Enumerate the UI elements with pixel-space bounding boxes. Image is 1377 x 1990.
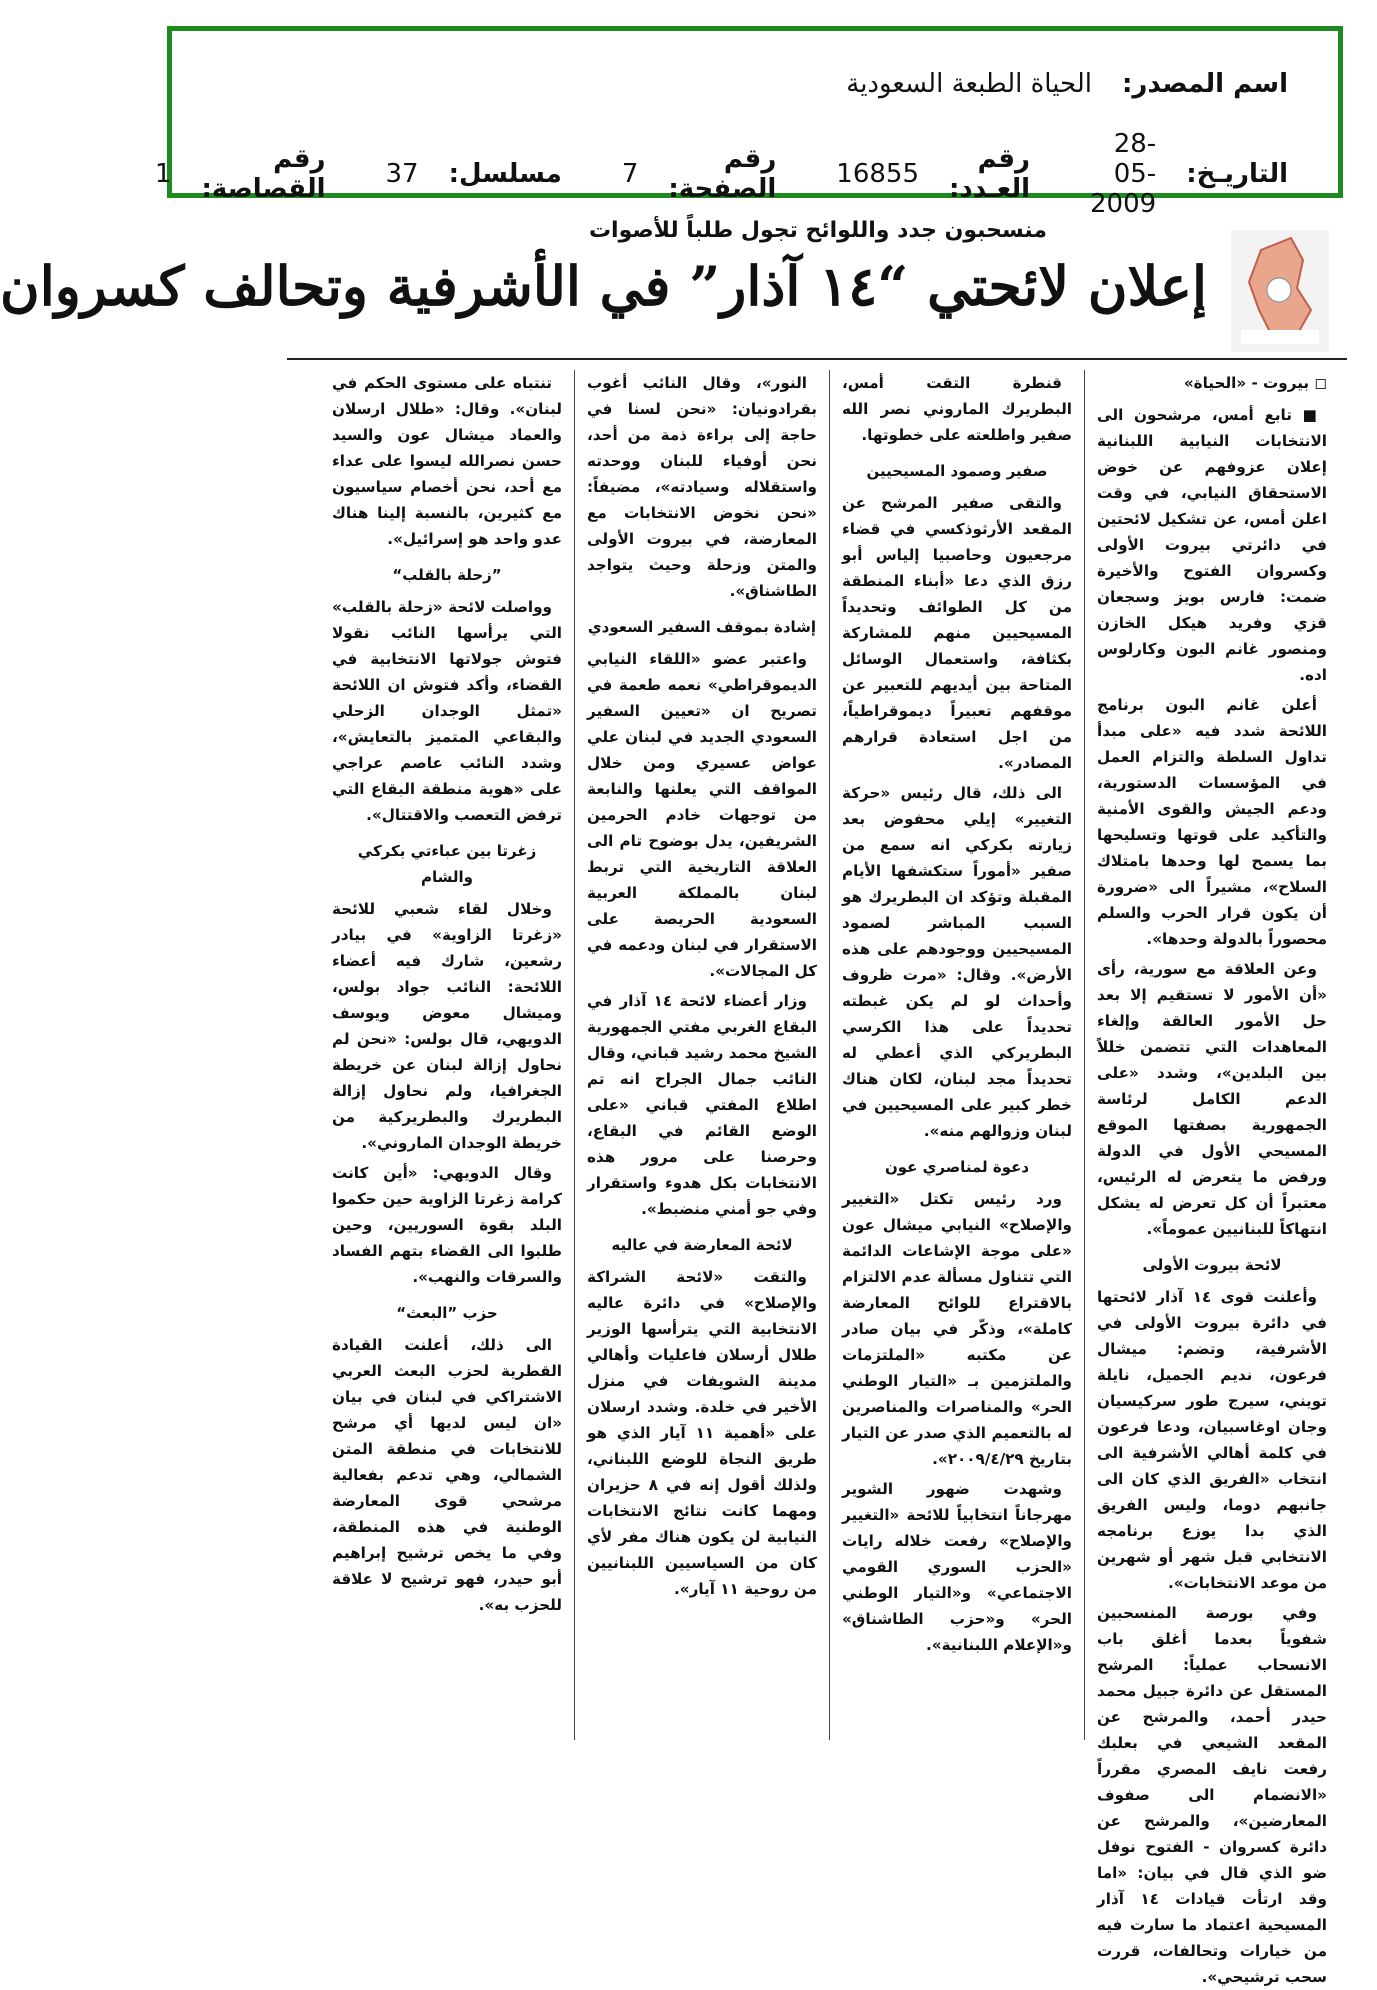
- paragraph: أعلن غانم البون برنامج اللائحة شدد فيه «على مبدأ تداول السلطة والتزام العمل في المؤسسات الدستورية، ودعم الجيش والقوى الأمنية والتأكيد على قوتها وتسليحها بما يسمح لها وحدها بامتلاك السلاح»، مشيراً الى «ضرورة أن يكون قرار الحرب والسلم محصوراً بالدولة وحدها».: [1097, 696, 1327, 948]
- article-headline: إعلان لائحتي “١٤ آذار” في الأشرفية وتحالف كسروان: [0, 254, 1207, 318]
- subheading: صفير وصمود المسيحيين: [866, 462, 1048, 480]
- column-divider: [1084, 370, 1085, 1740]
- paragraph: والتقت «لائحة الشراكة والإصلاح» في دائرة عاليه الانتخابية التي يترأسها الوزير طلال أرسلان فاعليات وأهالي مدينة الشويفات في منزل الأخير في خلدة. وشدد ارسلان على «أهمية ١١ آيار الذي هو طريق النجاة للوضع اللبناني، ولذلك أقول إنه في ٨ حزيران ومهما كانت نتائج الانتخابات النيابية لن يكون هناك مفر لأي كان من السياسيين اللبنانيين من روحية ١١ آيار».: [587, 1268, 817, 1598]
- issue-value: 16855: [836, 159, 920, 189]
- page-label: رقم الصفحة:: [668, 144, 777, 204]
- serial-label: مسلسل:: [448, 159, 562, 189]
- paragraph: النور»، وقال النائب أغوب بقرادونيان: «نحن لسنا في حاجة إلى براءة ذمة من أحد، نحن أوفياء للبنان ووحدته واستقلاله وسيادته»، مضيفاً: «نحن نخوض الانتخابات مع المعارضة، في بيروت الأولى والمتن وزحلة وحيث يتواجد الطاشناق».: [587, 374, 817, 600]
- subheading: دعوة لمناصري عون: [884, 1158, 1030, 1176]
- paragraph: الى ذلك، أعلنت القيادة القطرية لحزب البعث العربي الاشتراكي في لبنان في بيان «ان ليس لديها أي مرشح للانتخابات في منطقة المتن الشمالي، وهي تدعم بفعالية مرشحي قوى المعارضة الوطنية في هذه المنطقة، وفي ما يخص ترشيح إبراهيم أبو حيدر، فهو ترشيح لا علاقة للحزب به».: [332, 1336, 562, 1614]
- subheading: إشادة بموقف السفير السعودي: [587, 618, 817, 636]
- column-2: [842, 370, 1072, 1740]
- issue-label: رقم العـدد:: [949, 144, 1031, 204]
- paragraph: وأعلنت قوى ١٤ آذار لائحتها في دائرة بيروت الأولى في الأشرفية، وتضم: ميشال فرعون، نديم الجميل، نايلة تويني، سيرج طور سركيسيان وجان اوغاسبيان، ودعا فرعون في كلمة أهالي الأشرفية الى انتخاب «الفريق الذي كان الى جانبهم دوما، وليس الفريق الذي بدا يوزع برنامجه الانتخابي قبل شهر أو شهرين من موعد الانتخابات».: [1097, 1288, 1327, 1592]
- paragraph: وفي بورصة المنسحبين شفوياً بعدما أغلق باب الانسحاب عملياً: المرشح المستقل عن دائرة جبيل محمد حيدر أحمد، والمرشح عن المقعد الشيعي في بعلبك رفعت نايف المصري مقرراً «الانضمام الى صفوف المعارضين»، والمرشح عن دائرة كسروان - الفتوح نوفل ضو الذي قال في بيان: «اما وقد ارتأت قيادات ١٤ آذار المسيحية اعتماد ما سارت فيه من خيارات وتحالفات، قررت سحب ترشيحي».: [1097, 1604, 1327, 1986]
- paragraph: وزار أعضاء لائحة ١٤ آذار في البقاع الغربي مفتي الجمهورية الشيخ محمد رشيد قباني، وقال النائب جمال الجراح انه تم اطلاع المفتي قباني «على الوضع القائم في البقاع، وحرصنا على مرور هذه الانتخابات بكل هدوء واستقرار وفي جو أمني منضبط».: [587, 992, 817, 1218]
- paragraph: تنتباه على مستوى الحكم في لبنان». وقال: «طلال ارسلان والعماد ميشال عون والسيد حسن نصرالله ليسوا على عداء مع أحد، نحن أخصام سياسيون مع كثيرين، بالنسبة إلينا هناك عدو واحد هو إسرائيل».: [332, 374, 562, 548]
- date-value: 28-05-2009: [1090, 129, 1157, 219]
- paragraph: والتقى صفير المرشح عن المقعد الأرثوذكسي في قضاء مرجعيون وحاصبيا إلياس أبو رزق الذي دعا «أبناء المنطقة من كل الطوائف وتحديداً المسيحيين منهم للمشاركة بكثافة، واستعمال الوسائل المتاحة بين أيديهم للتعبير عن موقفهم تعبيراً ديموقراطياً، من اجل استعادة قرارهم المصادر».: [842, 494, 1072, 772]
- column-3: [587, 370, 817, 1740]
- source-row: [212, 69, 1288, 99]
- paragraph: وقال الدويهي: «أين كانت كرامة زغرتا الزاوية حين حكموا البلد بقوة السوريين، وحين طلبوا الى القضاء بتهم الفساد والسرقات والنهب».: [332, 1164, 562, 1286]
- subheading: حزب ”البعث“: [396, 1304, 498, 1322]
- clip-value: 1: [154, 159, 172, 189]
- paragraph: ■ تابع أمس، مرشحون الى الانتخابات النيابية اللبنانية إعلان عزوفهم عن خوض الاستحقاق النيابي، في وقت اعلن أمس، عن تشكيل لائحتين في دائرتي بيروت الأولى وكسروان الفتوح والأخيرة ضمت: فارس بويز وسجعان قزي وفريد هيكل الخازن ومنصور غانم البون وكارلوس اده.: [1097, 406, 1327, 684]
- subheading: ”زحلة بالقلب“: [392, 566, 502, 584]
- lebanon-map-icon: [1231, 230, 1329, 352]
- paragraph: الى ذلك، قال رئيس «حركة التغيير» إيلي محفوض بعد زيارته بكركي انه سمع من صفير «أموراً ستكشفها الأيام المقبلة وتؤكد ان البطريرك هو السبب المباشر لصمود المسيحيين ووجودهم على هذه الأرض». وقال: «مرت ظروف وأحداث لو لم يكن غبطته تحديداً على هذا الكرسي البطريركي الذي أعطي له تحديداً مجد لبنان، لكان هناك خطر كبير على المسيحيين في لبنان وزوالهم منه».: [842, 784, 1072, 1140]
- paragraph: ورد رئيس تكتل «التغيير والإصلاح» النيابي ميشال عون «على موجة الإشاعات الدائمة التي تتناول مسألة عدم الالتزام بالاقتراع للوائح المعارضة كاملة»، وذكّر في بيان صادر عن مكتبه «الملتزمات والملتزمين بـ «التيار الوطني الحر» والمناصرات والمناصرين له بالتعميم الذي صدر عن التيار بتاريخ ٢٠٠٩/٤/٢٩».: [841, 1190, 1072, 1468]
- column-divider: [829, 370, 830, 1740]
- paragraph: قنطرة التقت أمس، البطريرك الماروني نصر الله صفير واطلعته على خطوتها.: [842, 374, 1072, 444]
- headline-rule: [287, 358, 1347, 360]
- date-label: التاريـخ:: [1186, 159, 1288, 189]
- article-kicker: منسحبون جدد واللوائح تجول طلباً للأصوات: [588, 218, 1047, 243]
- source-label: اسم المصدر:: [1121, 69, 1288, 99]
- paragraph: واعتبر عضو «اللقاء النيابي الديموقراطي» نعمه طعمة في تصريح ان «تعيين السفير السعودي الجديد في لبنان علي عواض عسيري ومن خلال المواقف التي يعلنها والنابعة من توجهات خادم الحرمين الشريفين، يدل بوضوح تام الى العلاقة التاريخية التي تربط لبنان بالمملكة العربية السعودية الحريصة على الاستقرار في لبنان ودعمه في كل المجالات».: [587, 650, 817, 980]
- serial-value: 37: [385, 159, 419, 189]
- column-divider: [574, 370, 575, 1740]
- column-1: [1097, 370, 1327, 1986]
- details-row: [154, 129, 1288, 219]
- dateline: ◻ بيروت - «الحياة»: [1183, 374, 1327, 392]
- newspaper-article: [0, 210, 1347, 1986]
- paragraph: وشهدت ضهور الشوير مهرجاناً انتخابياً للائحة «التغيير والإصلاح» رفعت خلاله رايات «الحزب السوري القومي الاجتماعي» و«التيار الوطني الحر» و«حزب الطاشناق» و«الإعلام اللبنانية».: [842, 1480, 1072, 1654]
- paragraph: وواصلت لائحة «زحلة بالقلب» التي يرأسها النائب نقولا فتوش جولاتها الانتخابية في القضاء، وأكد فتوش ان اللائحة «تمثل الوجدان الزحلي والبقاعي المتميز بالتعايش»، وشدد النائب عاصم عراجي على «هوية منطقة البقاع التي ترفض التعصب والاقتتال».: [332, 598, 562, 824]
- clip-label: رقم القصاصة:: [201, 144, 326, 204]
- paragraph: وخلال لقاء شعبي للائحة «زغرتا الزاوية» في بيادر رشعين، شارك فيه أعضاء اللائحة: النائب جواد بولس، وميشال معوض ويوسف الدويهي، قال بولس: «نحن لم نحاول إزالة لبنان عن خريطة الجغرافيا، ولم نحاول إزالة البطريرك والبطريركية من خريطة الوجدان الماروني».: [332, 900, 562, 1152]
- page-value: 7: [621, 159, 639, 189]
- elections-logo: [1231, 230, 1329, 352]
- subheading: لائحة المعارضة في عاليه: [611, 1236, 793, 1254]
- subheading: زغرتا بين عباءتي بكركي والشام: [357, 842, 537, 886]
- column-4: [332, 370, 562, 1740]
- source-value: الحياة الطبعة السعودية: [846, 69, 1092, 99]
- subheading: لائحة بيروت الأولى: [1142, 1256, 1282, 1274]
- clipping-metadata-box: [154, 26, 1343, 219]
- paragraph: وعن العلاقة مع سورية، رأى «أن الأمور لا تستقيم إلا بعد حل الأمور العالقة وإلغاء المعاهدات التي تتضمن خللاً بين البلدين»، وشدد «على الدعم الكامل لرئاسة الجمهورية بصفتها الموقع المسيحي الأول في الدولة ورفض ما يتعرض له الرئيس، معتبراً أن كل تعرض له يشكل انتهاكاً للبنانيين عموماً».: [1097, 960, 1327, 1238]
